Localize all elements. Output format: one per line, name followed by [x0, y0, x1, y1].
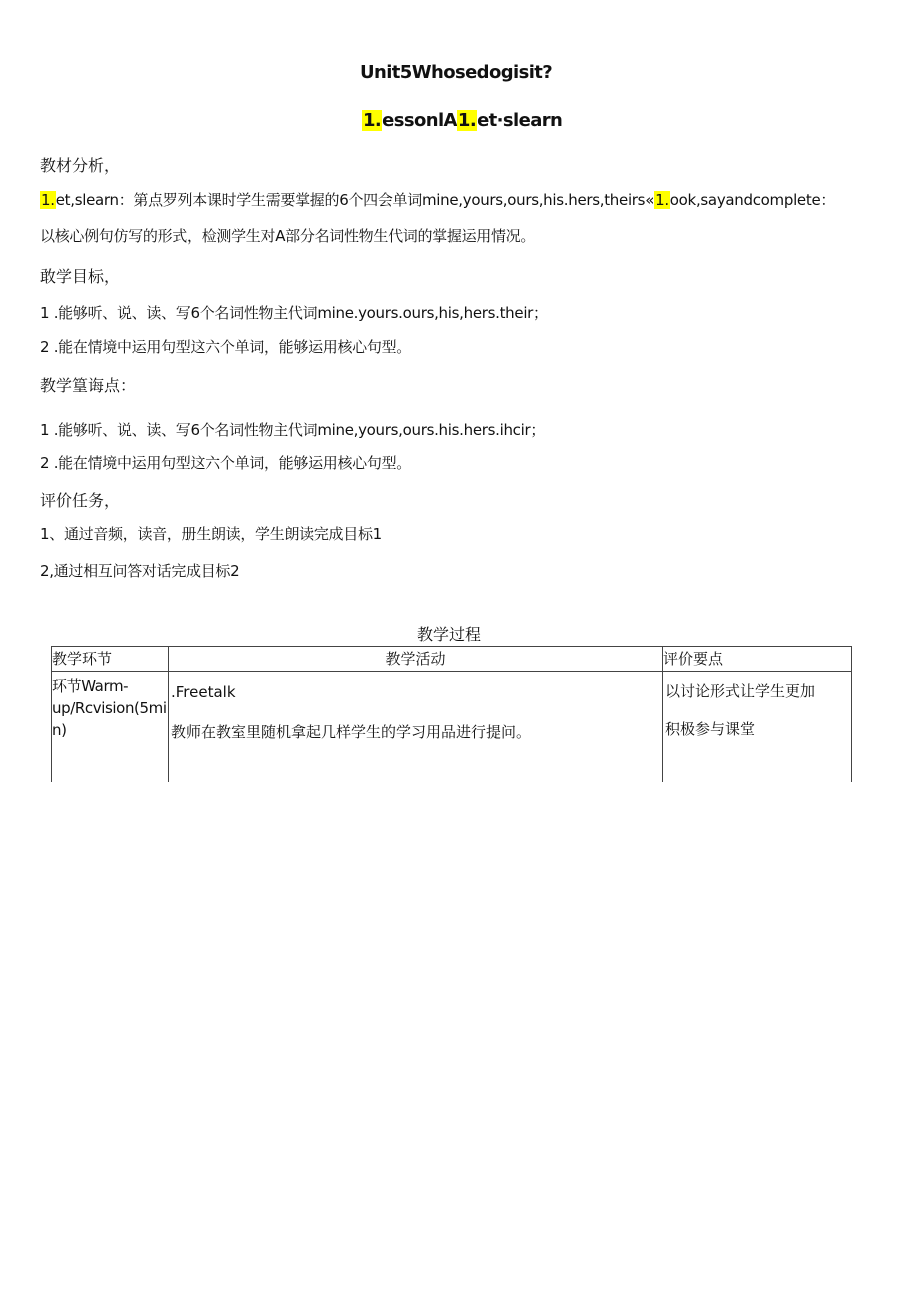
table-header-row: [52, 647, 852, 672]
goal-item-2: 2 .能在情境中运用句型这六个单词，能够运用核心句型。: [40, 338, 411, 356]
table-row: [52, 672, 852, 783]
evaluation-cell: [663, 672, 852, 783]
subtitle-text-2: et·slearn: [477, 110, 563, 131]
subtitle-highlight-2: 1.: [457, 110, 477, 131]
tasks-heading: 评价任务，: [40, 491, 121, 510]
analysis-highlight-1: 1.: [41, 191, 55, 209]
task-item-1: 1、通过音频，读音，册生朗读，学生朗读完成目标1: [40, 525, 382, 543]
evaluation-line: 积极参与课堂: [665, 720, 756, 738]
goal-item-1: 1 .能够听、说、读、写6个名词性物主代词mine.yours.ours,his,hers.their；: [40, 304, 548, 322]
activity-text: 教师在教室里随机拿起几样学生的学习用品进行提问。: [171, 723, 532, 741]
document-title: Unit5Whosedogisit?: [360, 62, 553, 83]
process-caption: 教学过程: [417, 625, 482, 644]
goals-heading: 敢学目标，: [40, 267, 121, 286]
subtitle-highlight-1: 1.: [363, 110, 382, 131]
analysis-text-2: ook,sayandcomplete：: [669, 191, 836, 209]
column-header-stage: 教学环节: [52, 647, 169, 672]
stage-line: 环节Warm-: [52, 677, 129, 695]
column-header-evaluation: 评价要点: [663, 647, 852, 672]
activity-title: .Freetalk: [171, 683, 236, 701]
keypoints-heading: 教学篁诲点：: [40, 376, 137, 395]
task-item-2: 2,通过相互问答对话完成目标2: [40, 562, 240, 580]
subtitle-text-1: essonlA: [382, 110, 457, 131]
analysis-line-1: [40, 189, 835, 210]
stage-cell: [52, 672, 169, 783]
analysis-highlight-2: 1.: [655, 191, 669, 209]
analysis-heading: 教材分析，: [40, 156, 121, 175]
column-header-activity: 教学活动: [169, 647, 663, 672]
keypoint-item-2: 2 .能在情境中运用句型这六个单词，能够运用核心句型。: [40, 454, 411, 472]
analysis-line-2: 以核心例句仿写的形式，检测学生对A部分名词性物生代词的掌握运用情况。: [40, 227, 536, 245]
stage-line: up/Rcvision(5mi: [52, 699, 167, 717]
activity-cell: [169, 672, 663, 783]
process-table: [51, 646, 852, 782]
evaluation-line: 以讨论形式让学生更加: [665, 682, 816, 700]
keypoint-item-1: 1 .能够听、说、读、写6个名词性物主代词mine,yours,ours.his.hers.ihcir；: [40, 421, 546, 439]
stage-line: n): [52, 721, 67, 739]
analysis-text-1: et,slearn：第点罗列本课时学生需要掌握的6个四会单词mine,yours,ours,his.hers,theirs«: [55, 191, 655, 209]
document-subtitle: [362, 110, 562, 131]
